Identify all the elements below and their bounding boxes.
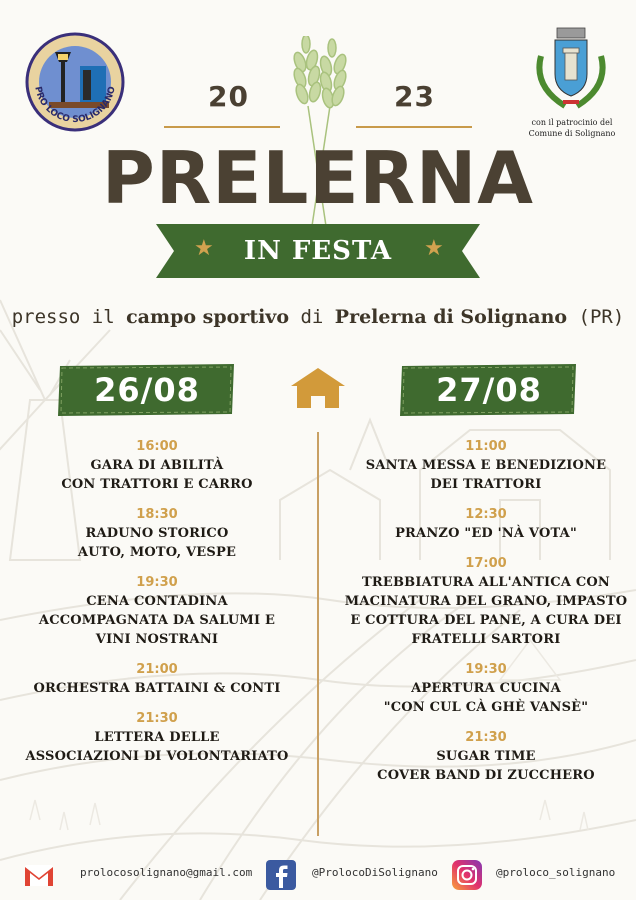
- footer-instagram[interactable]: @proloco_solignano: [496, 866, 616, 879]
- event-desc: ASSOCIAZIONI DI VOLONTARIATO: [25, 749, 289, 764]
- event-desc: TREBBIATURA ALL'ANTICA CON: [361, 575, 611, 590]
- event-time: 19:30: [465, 662, 507, 677]
- year-left: 20: [208, 80, 249, 113]
- schedule-day-1: [10, 438, 304, 778]
- event-item: [10, 710, 304, 766]
- schedule-day-2: [336, 438, 636, 797]
- event-desc: E COTTURA DEL PANE, A CURA DEI: [350, 613, 622, 628]
- event-desc: ORCHESTRA BATTAINI & CONTI: [33, 681, 281, 696]
- star-icon-right: ★: [424, 236, 444, 261]
- schedule-divider: [317, 432, 319, 836]
- event-desc: SANTA MESSA E BENEDIZIONE: [365, 458, 607, 473]
- event-desc: MACINATURA DEL GRANO, IMPASTO: [344, 594, 628, 609]
- year-divider-right: [356, 126, 472, 128]
- gmail-icon[interactable]: [24, 860, 54, 890]
- instagram-icon[interactable]: [452, 860, 482, 890]
- in-festa-label: IN FESTA: [243, 236, 393, 266]
- venue-suffix: (PR): [567, 306, 625, 328]
- event-desc: GARA DI ABILITÀ: [90, 458, 224, 473]
- day-date-right: 27/08: [436, 371, 542, 409]
- event-desc: FRATELLI SARTORI: [411, 632, 561, 647]
- pro-loco-logo-text: PRO LOCO SOLIGNANO: [32, 85, 118, 126]
- pro-loco-logo: [25, 32, 125, 132]
- year-right: 23: [394, 80, 435, 113]
- event-time: 11:00: [465, 439, 507, 454]
- venue-line: [0, 306, 636, 328]
- event-desc: VINI NOSTRANI: [95, 632, 219, 647]
- day-date-left: 26/08: [94, 371, 200, 409]
- event-time: 17:00: [465, 556, 507, 571]
- facebook-icon[interactable]: [266, 860, 296, 890]
- year-divider-left: [164, 126, 280, 128]
- footer-email[interactable]: prolocosolignano@gmail.com: [80, 866, 253, 879]
- patronage-note: [522, 117, 622, 139]
- event-time: 19:30: [136, 575, 178, 590]
- footer-facebook[interactable]: @ProlocoDiSolignano: [312, 866, 438, 879]
- event-time: 12:30: [465, 507, 507, 522]
- event-desc: SUGAR TIME: [436, 749, 536, 764]
- event-item: [10, 574, 304, 649]
- event-item: [336, 729, 636, 785]
- event-time: 16:00: [136, 439, 178, 454]
- event-time: 21:30: [136, 711, 178, 726]
- event-desc: DEI TRATTORI: [430, 477, 542, 492]
- event-item: [10, 661, 304, 698]
- event-time: 21:00: [136, 662, 178, 677]
- event-item: [336, 438, 636, 494]
- event-desc: PRANZO "ED 'NÀ VOTA": [395, 526, 577, 541]
- house-icon: [289, 366, 347, 410]
- venue-mid: di: [289, 306, 335, 328]
- patronage-line-1: con il patrocinio del: [531, 118, 613, 127]
- event-time: 18:30: [136, 507, 178, 522]
- star-icon-left: ★: [194, 236, 214, 261]
- event-desc: RADUNO STORICO: [85, 526, 229, 541]
- comune-crest: [535, 26, 607, 110]
- venue-place: campo sportivo: [126, 306, 290, 328]
- event-desc: APERTURA CUCINA: [411, 681, 561, 696]
- event-title: PRELERNA: [102, 136, 534, 220]
- event-item: [336, 506, 636, 543]
- event-desc: AUTO, MOTO, VESPE: [77, 545, 237, 560]
- event-desc: ACCOMPAGNATA DA SALUMI E: [38, 613, 276, 628]
- patronage-line-2: Comune di Solignano: [528, 129, 616, 138]
- event-item: [336, 555, 636, 649]
- event-desc: CENA CONTADINA: [86, 594, 228, 609]
- event-desc: LETTERA DELLE: [94, 730, 220, 745]
- event-desc: COVER BAND DI ZUCCHERO: [377, 768, 595, 783]
- event-desc: CON TRATTORI E CARRO: [61, 477, 253, 492]
- event-item: [336, 661, 636, 717]
- event-item: [10, 506, 304, 562]
- event-item: [10, 438, 304, 494]
- venue-town: Prelerna di Solignano: [334, 306, 568, 328]
- venue-prefix: presso il: [11, 306, 127, 328]
- event-desc: "CON CUL CÀ GHÈ VANSÈ": [383, 700, 589, 715]
- event-time: 21:30: [465, 730, 507, 745]
